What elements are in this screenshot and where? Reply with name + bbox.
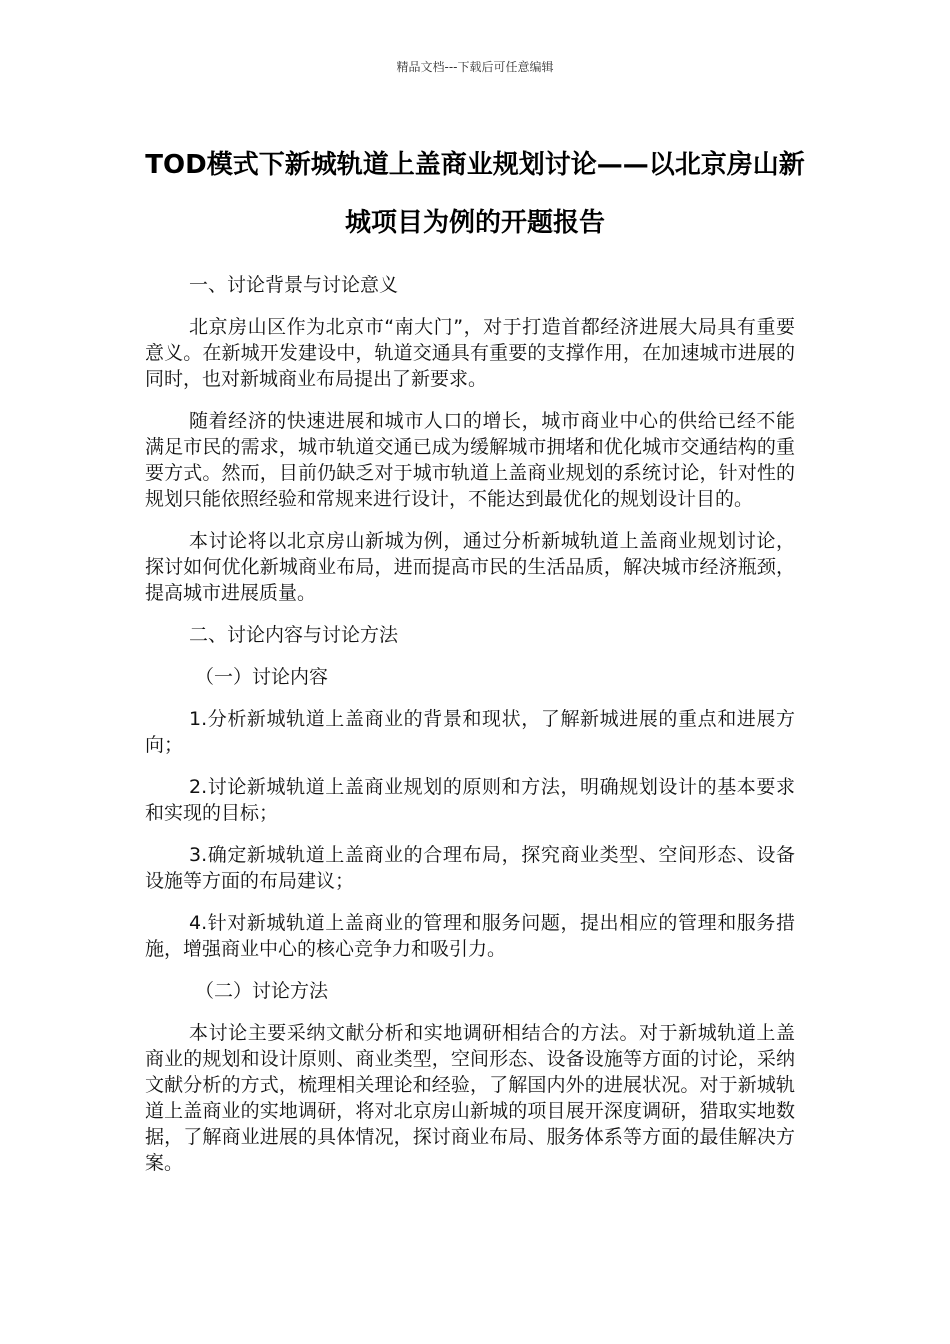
paragraph: 北京房山区作为北京市“南大门”，对于打造首都经济进展大局具有重要意义。在新城开发建设中，轨道交通具有重要的支撑作用，在加速城市进展的同时，也对新城商业布局提出了新要求。 <box>145 316 795 390</box>
document-title: TOD模式下新城轨道上盖商业规划讨论——以北京房山新城项目为例的开题报告 <box>145 150 805 238</box>
section-heading: 二、讨论内容与讨论方法 <box>189 624 399 646</box>
section-heading: 一、讨论背景与讨论意义 <box>189 274 399 296</box>
list-item: 2.讨论新城轨道上盖商业规划的原则和方法，明确规划设计的基本要求和实现的目标； <box>145 776 795 824</box>
subsection-heading: （一）讨论内容 <box>195 666 329 688</box>
document-body <box>145 272 795 1176</box>
list-item: 1.分析新城轨道上盖商业的背景和现状，了解新城进展的重点和进展方向； <box>145 708 795 756</box>
list-item: 3.确定新城轨道上盖商业的合理布局，探究商业类型、空间形态、设备设施等方面的布局建议； <box>145 844 795 892</box>
subsection-heading: （二）讨论方法 <box>195 980 329 1002</box>
paragraph: 随着经济的快速进展和城市人口的增长，城市商业中心的供给已经不能满足市民的需求，城市轨道交通已成为缓解城市拥堵和优化城市交通结构的重要方式。然而，目前仍缺乏对于城市轨道上盖商业规划的系统讨论，针对性的规划只能依照经验和常规来进行设计，不能达到最优化的规划设计目的。 <box>145 410 795 510</box>
paragraph: 本讨论主要采纳文献分析和实地调研相结合的方法。对于新城轨道上盖商业的规划和设计原则、商业类型，空间形态、设备设施等方面的讨论，采纳文献分析的方式，梳理相关理论和经验，了解国内外的进展状况。对于新城轨道上盖商业的实地调研，将对北京房山新城的项目展开深度调研，猎取实地数据，了解商业进展的具体情况，探讨商业布局、服务体系等方面的最佳解决方案。 <box>145 1022 795 1174</box>
paragraph: 本讨论将以北京房山新城为例，通过分析新城轨道上盖商业规划讨论，探讨如何优化新城商业布局，进而提高市民的生活品质，解决城市经济瓶颈，提高城市进展质量。 <box>145 530 795 604</box>
header-note: 精品文档---下载后可任意编辑 <box>396 60 554 74</box>
list-item: 4.针对新城轨道上盖商业的管理和服务问题，提出相应的管理和服务措施，增强商业中心的核心竞争力和吸引力。 <box>145 912 795 960</box>
